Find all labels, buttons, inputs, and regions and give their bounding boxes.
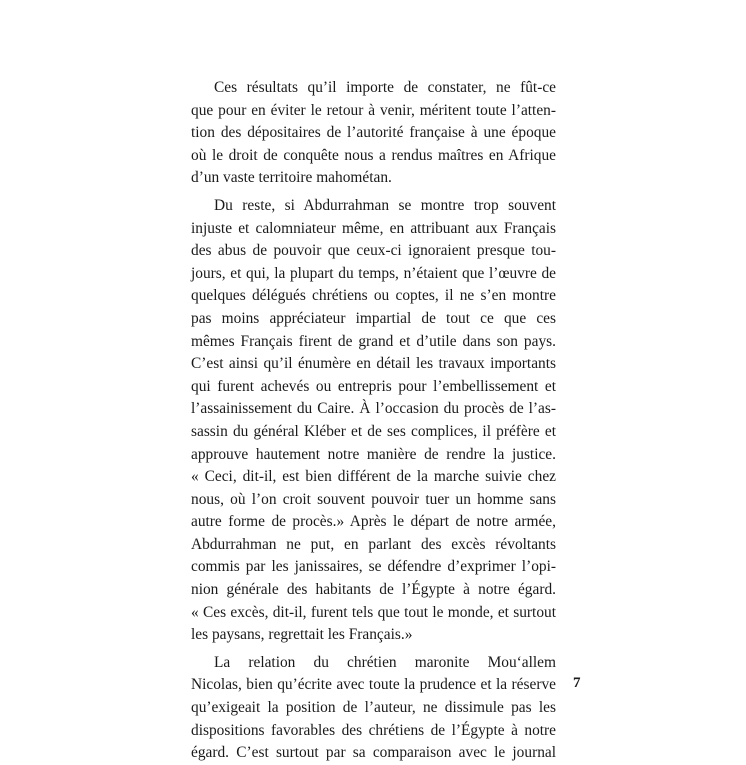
text-line: Du reste, si Abdurrahman se montre trop souvent [214, 196, 556, 214]
text-line: injuste et calomniateur même, en attribuant aux Français [191, 219, 556, 237]
text-line: dispositions favorables des chrétiens de l’Égypte à notre [191, 721, 556, 739]
text-line: nion générale des habitants de l’Égypte à notre égard. [191, 581, 556, 599]
text-line: égard. C’est surtout par sa comparaison avec le journal [191, 744, 556, 762]
text-line: des abus de pouvoir que ceux-ci ignoraient presque tou- [191, 242, 556, 260]
text-line: tion des dépositaires de l’autorité française à une époque [191, 124, 556, 142]
text-line: l’assainissement du Caire. À l’occasion du procès de l’as- [191, 400, 556, 418]
text-line: que pour en éviter le retour à venir, méritent toute l’atten- [191, 101, 556, 119]
text-line: pas moins appréciateur impartial de tout ce que ces [191, 309, 556, 327]
text-line: mêmes Français firent de grand et d’utile dans son pays. [191, 332, 556, 350]
text-line: qui furent achevés ou entrepris pour l’embellissement et [191, 377, 556, 395]
body-text [191, 77, 556, 765]
paragraph-1 [191, 77, 556, 190]
text-line: Abdurrahman ne put, en parlant des excès révoltants [191, 535, 556, 553]
text-line: approuve hautement notre manière de rendre la justice. [191, 445, 556, 463]
text-line: « Ces excès, dit-il, furent tels que tout le monde, et surtout [191, 603, 556, 621]
text-line: La relation du chrétien maronite Mou‘allem [214, 653, 556, 671]
text-line: commis par les janissaires, se défendre d’exprimer l’opi- [191, 558, 556, 576]
text-line: Ces résultats qu’il importe de constater, ne fût-ce [214, 79, 556, 96]
paragraph-2 [191, 195, 556, 647]
text-line: sassin du général Kléber et de ses complices, il préfère et [191, 422, 556, 440]
text-line: jours, et qui, la plupart du temps, n’étaient que l’œuvre de [191, 264, 556, 282]
text-line: C’est ainsi qu’il énumère en détail les travaux importants [191, 355, 556, 373]
text-line: d’un vaste territoire mahométan. [191, 169, 392, 187]
text-line: autre forme de procès.» Après le départ de notre armée, [191, 513, 556, 531]
text-line: nous, où l’on croit souvent pouvoir tuer un homme sans [191, 490, 556, 508]
text-line: qu’exigeait la position de l’auteur, ne dissimule pas les [191, 699, 556, 717]
text-line: Nicolas, bien qu’écrite avec toute la prudence et la réserve [191, 676, 556, 694]
text-line: quelques délégués chrétiens ou coptes, il ne s’en montre [191, 287, 556, 305]
text-line: « Ceci, dit-il, est bien différent de la marche suivie chez [191, 468, 556, 486]
paragraph-3 [191, 652, 556, 765]
text-line: où le droit de conquête nous a rendus maîtres en Afrique [191, 146, 556, 164]
text-line: les paysans, regrettait les Français.» [191, 626, 413, 644]
page-number: 7 [573, 675, 581, 691]
